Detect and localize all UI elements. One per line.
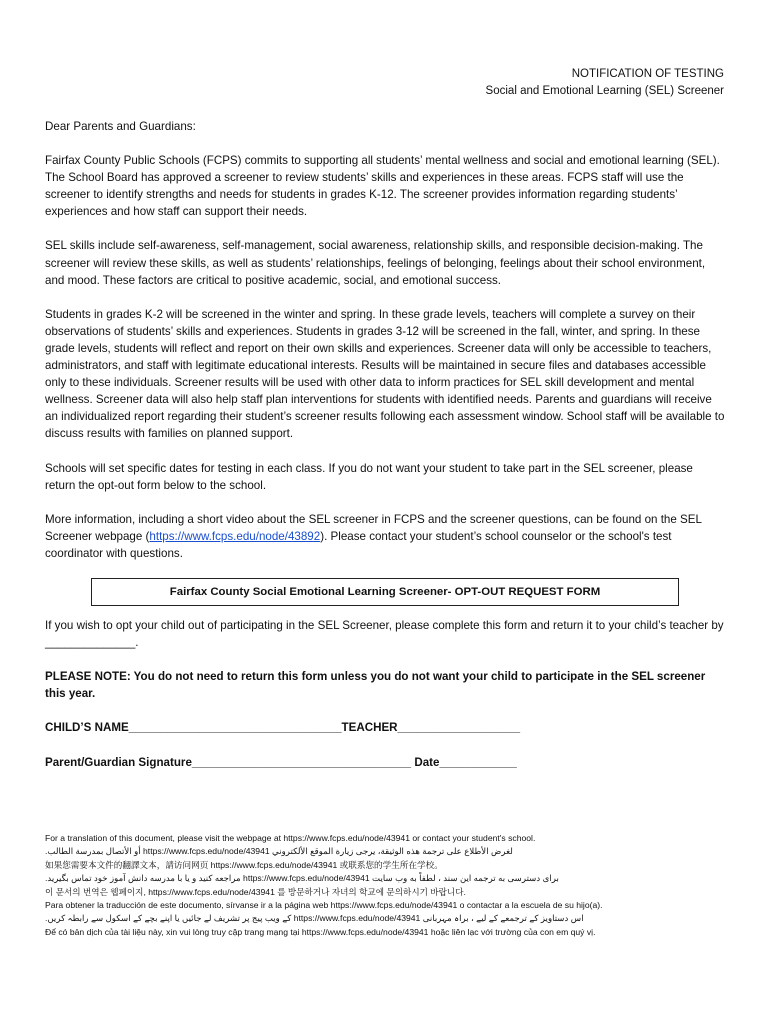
translation-chinese: 如果您需要本文件的翻譯文本，請访问网页 https://www.fcps.edu/node/43941 或联系您的学生所在学校。 (45, 859, 443, 870)
translation-spanish: Para obtener la traducción de este documento, sírvanse ir a la página web https://www.fcps.edu/node/43941 o contactar a la escuela de su hijo(a). (45, 900, 603, 911)
letter-body (45, 118, 725, 579)
paragraph-sel-skills: SEL skills include self-awareness, self-management, social awareness, relationship skills, and responsible decision-making. The screener will review these skills, as well as students’ relationships, feelings of belonging, feelings about their school environment, and mood. These factors are critical to positive academic, social, and emotional success. (45, 239, 706, 287)
more-info-text-end: ). Please contact your student’s school counselor or the school's test coordinator with questions. (45, 529, 672, 560)
document-header (486, 66, 724, 100)
translation-english: For a translation of this document, please visit the webpage at https://www.fcps.edu/node/43941 or contact your student's school. (45, 833, 536, 843)
translation-arabic: لغرض الأطلاع على ترجمة هذه الوثيقة، يرجى زيارة الموقع الألكتروني https://www.fcps.edu/node/43941 أو الأتصال بمدرسة الطالب. (45, 846, 513, 857)
translation-urdu: اس دستاویز کے ترجمعے کے لیے ، براہ مہربانی https://www.fcps.edu/node/43941 کے ویب پیج پر تشریف لے جائیں یا اپنے بچے کے اسکول سے رابطہ کریں. (45, 913, 584, 924)
translation-korean: 이 문서의 번역은 웹페이지, https://www.fcps.edu/node/43941 를 방문하거나 자녀의 학교에 문의하시기 바랍니다. (45, 886, 466, 897)
signature-date-field[interactable]: Parent/Guardian Signature__________________________________ Date____________ (45, 756, 517, 770)
optout-form-title: Fairfax County Social Emotional Learning Screener- OPT-OUT REQUEST FORM (169, 586, 601, 598)
paragraph-testing-dates: Schools will set specific dates for testing in each class. If you do not want your student to take part in the SEL screener, please return the opt-out form below to the school. (45, 461, 693, 492)
translation-vietnamese: Để có bản dịch của tài liệu này, xin vui lòng truy cập trang mạng tại https://www.fcps.edu/node/43941 hoặc liên lạc với trường của con em quý vị. (45, 926, 596, 937)
optout-form-title-box (91, 578, 679, 606)
optout-note: PLEASE NOTE: You do not need to return this form unless you do not want your child to participate in the SEL screener this year. (45, 670, 706, 701)
optout-form (45, 617, 729, 790)
translation-notices (45, 832, 735, 939)
more-info-text: More information, including a short video about the SEL screener in FCPS and the screener questions, can be found on the SEL Screener webpage ( (45, 512, 702, 543)
translation-farsi: برای دسترسی به ترجمه این سند ، لطفاً به وب سایت https://www.fcps.edu/node/43941 مراجعه کنید و یا با مدرسه دانش آموز خود تماس بگیرید. (45, 873, 559, 884)
child-name-teacher-field[interactable]: CHILD’S NAME_________________________________TEACHER___________________ (45, 721, 521, 735)
paragraph-intro: Fairfax County Public Schools (FCPS) commits to supporting all students’ mental wellness and social and emotional learning (SEL). The School Board has approved a screener to review students’ skills and experiences in these areas. FCPS staff will use the screener to identify strengths and needs for students in grades K-12. The screener provides information regarding students’ experiences and how staff can support their needs. (45, 154, 720, 219)
header-title: NOTIFICATION OF TESTING (571, 68, 724, 80)
sel-screener-webpage-link[interactable]: https://www.fcps.edu/node/43892 (149, 529, 321, 543)
paragraph-more-info (45, 511, 725, 562)
greeting: Dear Parents and Guardians: (45, 120, 196, 133)
optout-instructions: If you wish to opt your child out of participating in the SEL Screener, please complete this form and return it to your child’s teacher by ______________. (45, 619, 724, 650)
header-subtitle: Social and Emotional Learning (SEL) Screener (485, 85, 724, 97)
paragraph-screening-schedule: Students in grades K-2 will be screened in the winter and spring. In these grade levels, teachers will complete a survey on their observations of students’ skills and experiences. Students in grades 3-12 will be screened in the fall, winter, and spring. In these grade levels, students will reflect and report on their own skills and experiences. Screener data will only be accessible to teachers, administrators, and staff with legitimate educational interests. Results will be maintained in secure files and databases accessible only to these individuals. Screener results will be used with other data to inform practices for SEL skill development and mental wellness. Screener data will also help staff plan interventions for students with identified needs. Parents and guardians will receive an individualized report regarding their student’s screener results following each assessment window. School staff will be available to discuss results with families on planned support. (45, 307, 725, 441)
